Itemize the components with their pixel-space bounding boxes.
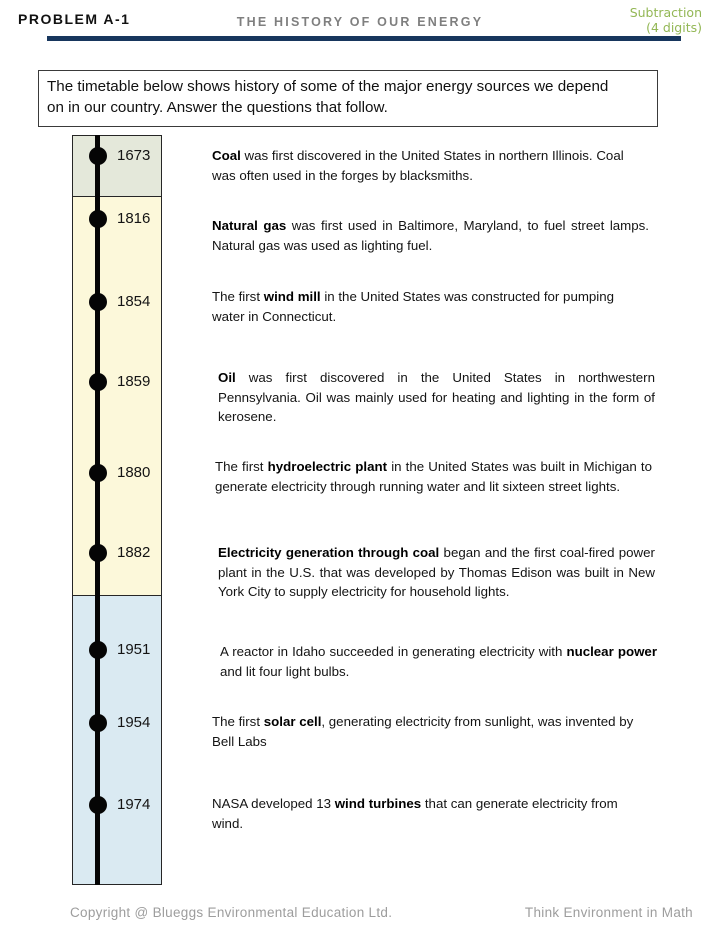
year-label: 1974: [117, 796, 151, 813]
event-description-1854: The first wind mill in the United States was constructed for pumping water in Connecticut.: [212, 289, 615, 324]
timeline-dot-1816: [89, 210, 107, 228]
page-title: THE HISTORY OF OUR ENERGY: [236, 15, 484, 29]
year-label: 1951: [117, 641, 151, 658]
event-description-1882: Electricity generation through coal began and the first coal-fired power plant in the U.S. that was developed by Thomas Edison was built in New York City to supply electricity for household lights.: [218, 545, 655, 600]
year-label: 1854: [117, 293, 151, 310]
topic-line-2: (4 digits): [646, 20, 702, 35]
timeline-dot-1673: [89, 147, 107, 165]
timeline-dot-1880: [89, 464, 107, 482]
year-label: 1880: [117, 464, 151, 481]
timeline-axis-line: [95, 135, 100, 885]
event-description-1859: Oil was first discovered in the United States in northwestern Pennsylvania. Oil was mainly used for heating and lighting in the form of kerosene.: [218, 370, 655, 425]
event-description-1954: The first solar cell, generating electricity from sunlight, was invented by Bell Labs: [212, 714, 634, 749]
copyright-text: Copyright @ Blueggs Environmental Education Ltd.: [70, 905, 393, 920]
event-description-1816: Natural gas was first used in Baltimore, Maryland, to fuel street lamps. Natural gas was used as lighting fuel.: [212, 218, 649, 253]
instruction-line: The timetable below shows history of some of the major energy sources we depend: [47, 78, 609, 95]
timeline-section-1800s: [72, 196, 162, 597]
topic-label: [630, 5, 702, 35]
instruction-line: on in our country. Answer the questions that follow.: [47, 99, 388, 116]
timeline-dot-1951: [89, 641, 107, 659]
timeline-dot-1882: [89, 544, 107, 562]
year-label: 1954: [117, 714, 151, 731]
header-rule: [47, 36, 681, 41]
timeline-section-1900s: [72, 595, 162, 885]
year-label: 1882: [117, 544, 151, 561]
timeline-dot-1974: [89, 796, 107, 814]
event-description-1673: Coal was first discovered in the United States in northern Illinois. Coal was often used in the forges by blacksmiths.: [212, 148, 624, 183]
timeline-dot-1854: [89, 293, 107, 311]
instruction-box: [38, 70, 658, 127]
year-label: 1859: [117, 373, 151, 390]
page-footer: [70, 905, 693, 920]
timeline-dot-1954: [89, 714, 107, 732]
topic-line-1: Subtraction: [629, 5, 702, 20]
tagline-text: Think Environment in Math: [524, 905, 693, 920]
year-label: 1816: [117, 210, 151, 227]
event-description-1974: NASA developed 13 wind turbines that can generate electricity from wind.: [212, 796, 618, 831]
timeline-dot-1859: [89, 373, 107, 391]
year-label: 1673: [117, 147, 151, 164]
event-description-1880: The first hydroelectric plant in the United States was built in Michigan to generate electricity through running water and lit sixteen street lights.: [215, 459, 652, 494]
problem-label: PROBLEM A-1: [18, 11, 131, 27]
timeline-section-1600s: [72, 135, 162, 197]
event-description-1951: A reactor in Idaho succeeded in generating electricity with nuclear power and lit four light bulbs.: [220, 644, 657, 679]
